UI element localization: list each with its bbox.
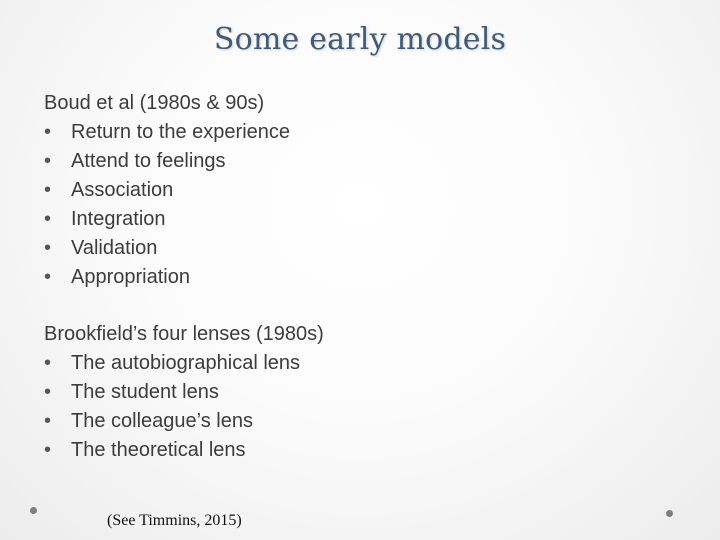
list-item-text: Integration: [71, 208, 166, 230]
section-heading: Boud et al (1980s & 90s): [44, 92, 265, 114]
list-item: [44, 118, 290, 147]
list-item: [44, 349, 324, 378]
bullet-icon: •: [44, 439, 52, 461]
list-item-text: The theoretical lens: [71, 439, 246, 461]
bullet-icon: •: [44, 352, 52, 374]
citation: (See Timmins, 2015): [107, 512, 242, 529]
list-item: [44, 407, 324, 436]
bullet-icon: •: [44, 179, 52, 201]
decorative-dot-icon: [30, 507, 37, 514]
list-item: [44, 147, 290, 176]
list-item: [44, 205, 290, 234]
list-item-text: Appropriation: [71, 266, 190, 288]
bullet-icon: •: [44, 237, 52, 259]
list-item: [44, 176, 290, 205]
list-item-text: Return to the experience: [71, 121, 291, 143]
bullet-icon: •: [44, 208, 52, 230]
bullet-list: [44, 349, 324, 465]
decorative-dot-icon: [666, 510, 673, 517]
list-item-text: Association: [71, 179, 174, 201]
bullet-icon: •: [44, 266, 52, 288]
list-item: [44, 234, 290, 263]
list-item: [44, 378, 324, 407]
section-brookfield: [44, 320, 324, 465]
section-boud: [44, 89, 290, 292]
list-item-text: Attend to feelings: [71, 150, 226, 172]
bullet-icon: •: [44, 381, 52, 403]
section-heading: Brookfield’s four lenses (1980s): [44, 323, 324, 345]
list-item-text: Validation: [71, 237, 158, 259]
slide-title: Some early models: [213, 22, 507, 57]
list-item-text: The colleague’s lens: [71, 410, 253, 432]
list-item: [44, 263, 290, 292]
bullet-icon: •: [44, 150, 52, 172]
list-item-text: The student lens: [71, 381, 219, 403]
list-item-text: The autobiographical lens: [71, 352, 301, 374]
bullet-list: [44, 118, 290, 292]
bullet-icon: •: [44, 121, 52, 143]
bullet-icon: •: [44, 410, 52, 432]
list-item: [44, 436, 324, 465]
